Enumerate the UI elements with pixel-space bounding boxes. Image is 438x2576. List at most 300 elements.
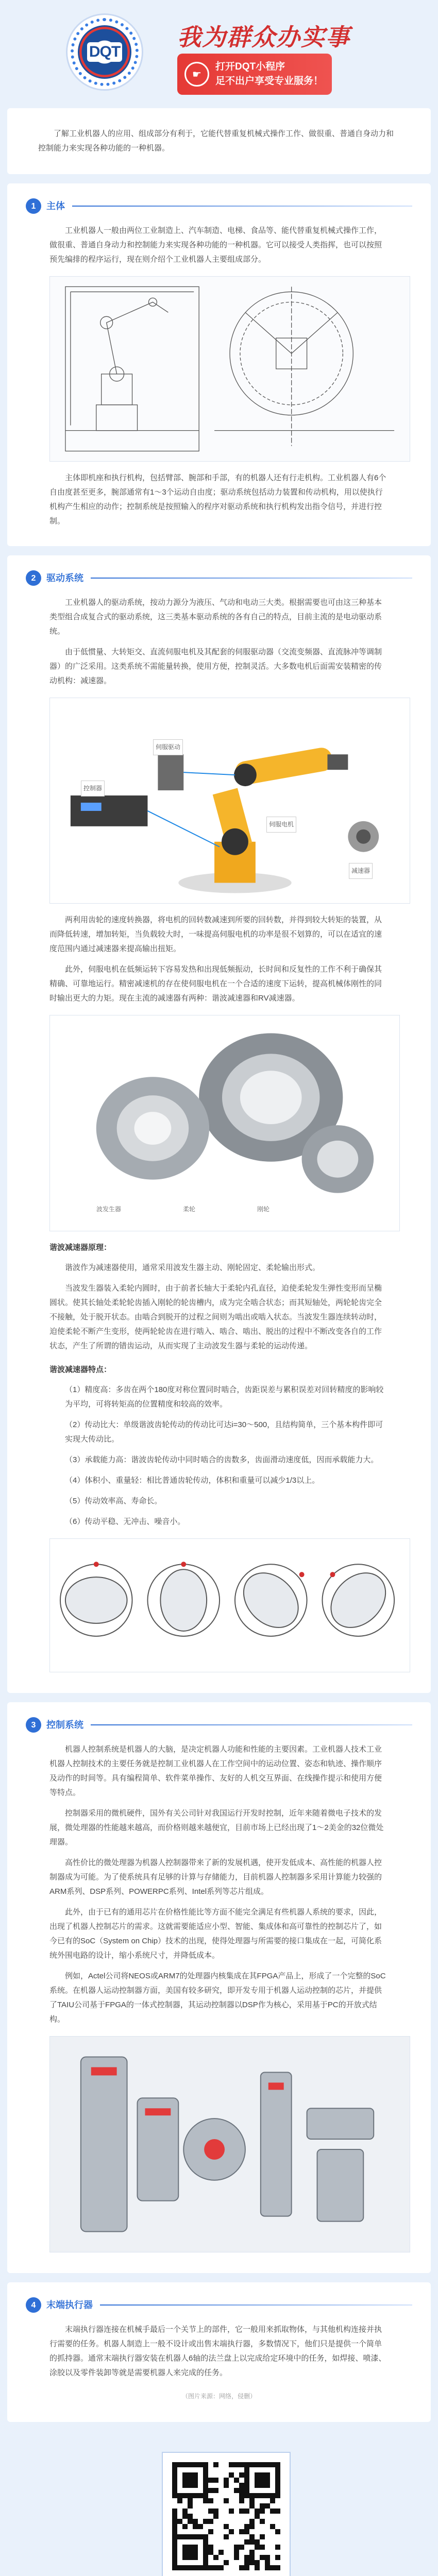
qr-cell	[239, 2514, 244, 2519]
section-divider	[72, 206, 412, 207]
qr-cell	[260, 2550, 265, 2555]
qr-cell	[249, 2514, 255, 2519]
qr-cell	[198, 2478, 203, 2483]
qr-cell	[177, 2565, 182, 2570]
paragraph: 此外，由于已有的通用芯片在价格性能比等方面不能完全满足有些机器人系统的要求，因此，出现了机器人控制芯片的需求。这就需要能适应小型、智能、集成体和高可靠性的控制芯片了，如今已有的SoC（System on Chip）技术的出现，使得处理器与所需要的接口集成在一起，可简化系统外围电路的设计，缩小系统尺寸，并降低成本。	[49, 1908, 382, 1960]
qr-cell	[172, 2514, 177, 2519]
qr-cell	[239, 2509, 244, 2514]
qr-cell	[188, 2524, 193, 2529]
qr-cell	[249, 2534, 255, 2539]
qr-cell	[249, 2555, 255, 2560]
qr-cell	[249, 2545, 255, 2550]
qr-cell	[188, 2534, 193, 2539]
qr-cell	[234, 2514, 239, 2519]
qr-cell	[239, 2539, 244, 2545]
qr-cell	[213, 2503, 218, 2509]
qr-cell	[213, 2524, 218, 2529]
drive-system-figure	[49, 698, 410, 904]
qr-cell	[244, 2462, 249, 2467]
qr-cell	[203, 2550, 208, 2555]
qr-cell	[229, 2534, 234, 2539]
qr-cell	[249, 2493, 255, 2498]
qr-cell	[255, 2514, 260, 2519]
qr-cell	[234, 2509, 239, 2514]
qr-cell	[229, 2550, 234, 2555]
qr-cell	[182, 2545, 188, 2550]
qr-cell	[234, 2524, 239, 2529]
qr-cell	[218, 2503, 224, 2509]
paragraph: 主体即机座和执行机构，包括臂部、腕部和手部，有的机器人还有行走机构。工业机器人有6个自由度甚至更多，腕部通常有1～3个运动自由度；驱动系统包括动力装置和传动机构，用以使执行机构产生相应的动作；控制系统是按照输入的程序对驱动系统和执行机构发出指令信号，并进行控制。	[49, 473, 386, 526]
qr-cell	[193, 2509, 198, 2514]
qr-cell	[213, 2529, 218, 2534]
qr-cell	[193, 2493, 198, 2498]
qr-cell	[224, 2498, 229, 2503]
qr-cell	[270, 2560, 275, 2565]
subheading: 谐波减速器特点：	[49, 1365, 112, 1374]
qr-cell	[177, 2534, 182, 2539]
qr-cell	[213, 2488, 218, 2493]
qr-cell	[265, 2565, 270, 2570]
qr-cell	[229, 2493, 234, 2498]
qr-cell	[188, 2565, 193, 2570]
qr-cell	[172, 2560, 177, 2565]
qr-cell	[224, 2483, 229, 2488]
end-effector-illustration	[50, 2036, 410, 2252]
qr-cell	[239, 2498, 244, 2503]
qr-cell	[193, 2550, 198, 2555]
qr-cell	[208, 2462, 213, 2467]
qr-cell	[234, 2503, 239, 2509]
qr-cell	[234, 2478, 239, 2483]
qr-cell	[249, 2478, 255, 2483]
qr-cell	[265, 2488, 270, 2493]
label-servo-drive: 伺服驱动	[153, 739, 183, 755]
qr-cell	[255, 2493, 260, 2498]
qr-cell	[182, 2555, 188, 2560]
section-divider	[100, 2304, 412, 2306]
qr-cell	[260, 2503, 265, 2509]
qr-cell	[188, 2545, 193, 2550]
section-title: 驱动系统	[46, 572, 83, 583]
qr-cell	[224, 2529, 229, 2534]
qr-cell	[203, 2503, 208, 2509]
qr-cell	[188, 2483, 193, 2488]
qr-cell	[224, 2478, 229, 2483]
qr-cell	[234, 2555, 239, 2560]
qr-cell	[198, 2509, 203, 2514]
qr-cell	[275, 2565, 280, 2570]
qr-cell	[234, 2462, 239, 2467]
qr-cell	[275, 2539, 280, 2545]
qr-cell	[229, 2545, 234, 2550]
qr-cell	[177, 2462, 182, 2467]
section-divider	[91, 1724, 412, 1725]
qr-cell	[265, 2524, 270, 2529]
qr-cell	[188, 2493, 193, 2498]
qr-cell	[203, 2493, 208, 2498]
qr-cell	[203, 2462, 208, 2467]
reducer-steps-figure	[49, 1538, 410, 1672]
pointer-icon: ☛	[184, 62, 209, 87]
qr-cell	[218, 2472, 224, 2478]
qr-cell	[275, 2488, 280, 2493]
qr-cell	[224, 2472, 229, 2478]
qr-cell	[234, 2565, 239, 2570]
qr-cell	[198, 2534, 203, 2539]
section-end-effector	[7, 2282, 431, 2422]
dqt-logo	[66, 13, 143, 91]
qr-cell	[255, 2539, 260, 2545]
qr-cell	[188, 2503, 193, 2509]
qr-cell	[193, 2534, 198, 2539]
paragraph: 机器人控制系统是机器人的大脑，是决定机器人功能和性能的主要因素。工业机器人技术工业机器人控制技术的主要任务就是控制工业机器人在工作空间中的运动位置、姿态和轨迹、操作顺序及动作的时间等。具有编程简单、软件菜单操作、友好的人机交互界面、在线操作提示和使用方便等特点。	[49, 1745, 382, 1797]
qr-cell	[260, 2555, 265, 2560]
section-divider	[91, 578, 412, 579]
qr-cell	[218, 2514, 224, 2519]
qr-cell	[224, 2565, 229, 2570]
qr-cell	[208, 2555, 213, 2560]
qr-cell	[213, 2472, 218, 2478]
qr-cell	[218, 2493, 224, 2498]
qr-cell	[198, 2462, 203, 2467]
qr-cell	[249, 2560, 255, 2565]
qr-cell	[275, 2514, 280, 2519]
label-reducer: 减速器	[349, 863, 373, 879]
qr-cell	[193, 2488, 198, 2493]
qr-cell	[270, 2524, 275, 2529]
qr-cell	[249, 2488, 255, 2493]
qr-cell	[182, 2565, 188, 2570]
qr-cell	[188, 2462, 193, 2467]
paragraph: 此外，伺服电机在低频运转下容易发热和出现低频振动，长时间和反复性的工作不利于确保其精确、可靠地运行。精密减速机的存在使伺服电机在一个合适的速度下运转，提高机械体刚性的同时输出更大的力矩。现在主流的减速器有两种：谐波减速器和RV减速器。	[49, 965, 382, 1003]
qr-cell	[188, 2555, 193, 2560]
qr-cell	[172, 2534, 177, 2539]
qr-cell	[224, 2560, 229, 2565]
qr-cell	[203, 2519, 208, 2524]
qr-cell	[213, 2483, 218, 2488]
qr-cell	[239, 2560, 244, 2565]
qr-cell	[203, 2483, 208, 2488]
qr-cell	[218, 2524, 224, 2529]
qr-cell	[198, 2529, 203, 2534]
qr-cell	[260, 2534, 265, 2539]
qr-cell	[244, 2503, 249, 2509]
qr-cell	[193, 2478, 198, 2483]
qr-cell	[213, 2545, 218, 2550]
qr-cell	[208, 2560, 213, 2565]
qr-cell	[177, 2519, 182, 2524]
qr-cell	[255, 2462, 260, 2467]
qr-cell	[260, 2472, 265, 2478]
qr-cell	[229, 2529, 234, 2534]
qr-cell	[270, 2545, 275, 2550]
logo-dots-decoration	[71, 18, 139, 86]
qr-cell	[275, 2478, 280, 2483]
qr-cell	[188, 2514, 193, 2519]
qr-cell	[270, 2514, 275, 2519]
parts-label-row	[96, 1202, 269, 1216]
qr-cell	[229, 2509, 234, 2514]
qr-cell	[224, 2539, 229, 2545]
header	[7, 0, 431, 108]
qr-cell	[239, 2472, 244, 2478]
cta-line-1: 打开DQT小程序	[215, 61, 285, 72]
qr-cell	[198, 2503, 203, 2509]
qr-cell	[265, 2514, 270, 2519]
qr-cell	[234, 2534, 239, 2539]
section-body-structure	[7, 183, 431, 546]
qr-cell	[224, 2493, 229, 2498]
qr-cell	[275, 2493, 280, 2498]
qr-cell	[249, 2519, 255, 2524]
qr-cell	[244, 2493, 249, 2498]
qr-cell	[213, 2462, 218, 2467]
qr-cell	[255, 2534, 260, 2539]
qr-cell	[239, 2529, 244, 2534]
qr-cell	[229, 2514, 234, 2519]
cta-line-2: 足不出户享受专业服务！	[215, 76, 324, 87]
qr-cell	[177, 2467, 182, 2472]
qr-cell	[172, 2503, 177, 2509]
qr-cell	[193, 2565, 198, 2570]
qr-cell	[255, 2467, 260, 2472]
qr-cell	[177, 2472, 182, 2478]
qr-cell	[193, 2498, 198, 2503]
qr-cell	[193, 2539, 198, 2545]
part-label: 刚轮	[257, 1206, 270, 1213]
qr-cell	[244, 2545, 249, 2550]
qr-cell	[255, 2478, 260, 2483]
qr-cell	[203, 2472, 208, 2478]
qr-cell	[255, 2503, 260, 2509]
qr-cell	[234, 2550, 239, 2555]
qr-cell	[203, 2565, 208, 2570]
qr-cell	[265, 2550, 270, 2555]
qr-cell	[208, 2493, 213, 2498]
qr-cell	[193, 2555, 198, 2560]
part-label: 波发生器	[96, 1206, 122, 1213]
paragraph: 由于低惯量、大转矩交、直流伺服电机及其配套的伺服驱动器（交流变频器、直流脉冲等调制器）的广泛采用。这类系统不需能量转换，使用方便，控制灵活。大多数电机后面需安装精密的传动机构：减速器。	[49, 648, 382, 685]
qr-cell	[270, 2467, 275, 2472]
qr-cell	[177, 2539, 182, 2545]
qr-cell	[188, 2519, 193, 2524]
qr-cell	[275, 2467, 280, 2472]
qr-cell	[182, 2503, 188, 2509]
qr-cell	[244, 2560, 249, 2565]
feature-item: （2）传动比大：单级谐波齿轮传动的传动比可达i=30～500，且结构简单，三个基本构件即可实现大传动比。	[65, 1420, 383, 1444]
qr-cell	[177, 2483, 182, 2488]
qr-cell	[188, 2539, 193, 2545]
qr-cell	[193, 2524, 198, 2529]
qr-cell	[188, 2529, 193, 2534]
feature-item: （5）传动效率高、寿命长。	[65, 1497, 162, 1505]
qr-cell	[198, 2550, 203, 2555]
paragraph: 谐波作为减速器使用，通常采用波发生器主动、刚轮固定、柔轮输出形式。	[65, 1263, 321, 1272]
qr-cell	[188, 2467, 193, 2472]
qr-cell	[255, 2483, 260, 2488]
qr-cell	[193, 2467, 198, 2472]
section-header	[26, 195, 412, 217]
qr-cell	[244, 2519, 249, 2524]
qr-cell	[213, 2539, 218, 2545]
part-label: 柔轮	[183, 1206, 196, 1213]
qr-cell	[172, 2539, 177, 2545]
qr-cell	[208, 2483, 213, 2488]
feature-item: （3）承载能力高：谐波齿轮传动中同时啮合的齿数多，齿面滑动速度低，因而承载能力大。	[65, 1455, 379, 1464]
qr-cell	[172, 2519, 177, 2524]
image-source-note: （图片来源：网络，侵删）	[181, 2393, 256, 2400]
qr-cell	[229, 2478, 234, 2483]
qr-cell	[198, 2498, 203, 2503]
qr-cell	[218, 2539, 224, 2545]
qr-cell	[172, 2550, 177, 2555]
qr-cell	[260, 2498, 265, 2503]
qr-cell	[182, 2478, 188, 2483]
qr-cell	[182, 2560, 188, 2565]
qr-cell	[177, 2498, 182, 2503]
qr-cell	[182, 2462, 188, 2467]
qr-cell	[177, 2478, 182, 2483]
qr-cell	[260, 2529, 265, 2534]
survey-qr-code[interactable]	[162, 2452, 291, 2576]
section-number: 3	[26, 1717, 41, 1733]
qr-cell	[260, 2560, 265, 2565]
qr-cell	[249, 2467, 255, 2472]
section-header	[26, 2294, 412, 2316]
qr-cell	[229, 2483, 234, 2488]
qr-cell	[218, 2462, 224, 2467]
qr-cell	[260, 2539, 265, 2545]
qr-cell	[208, 2498, 213, 2503]
section-title: 末端执行器	[46, 2299, 93, 2310]
qr-cell	[265, 2560, 270, 2565]
qr-cell	[172, 2498, 177, 2503]
qr-cell	[265, 2472, 270, 2478]
qr-cell	[208, 2478, 213, 2483]
qr-pattern	[172, 2462, 280, 2570]
qr-cell	[188, 2560, 193, 2565]
qr-cell	[203, 2514, 208, 2519]
qr-cell	[203, 2534, 208, 2539]
qr-cell	[275, 2498, 280, 2503]
qr-cell	[239, 2493, 244, 2498]
qr-cell	[182, 2524, 188, 2529]
qr-cell	[270, 2565, 275, 2570]
qr-cell	[218, 2560, 224, 2565]
qr-cell	[218, 2545, 224, 2550]
qr-cell	[213, 2534, 218, 2539]
qr-cell	[218, 2509, 224, 2514]
qr-cell	[234, 2467, 239, 2472]
qr-cell	[244, 2550, 249, 2555]
intro-card	[7, 108, 431, 174]
qr-cell	[172, 2493, 177, 2498]
qr-cell	[275, 2534, 280, 2539]
footer	[7, 2431, 431, 2576]
qr-cell	[260, 2462, 265, 2467]
qr-cell	[193, 2462, 198, 2467]
qr-cell	[239, 2545, 244, 2550]
qr-cell	[229, 2565, 234, 2570]
qr-cell	[172, 2472, 177, 2478]
qr-cell	[177, 2550, 182, 2555]
qr-cell	[275, 2462, 280, 2467]
qr-cell	[234, 2519, 239, 2524]
qr-cell	[265, 2483, 270, 2488]
qr-cell	[244, 2565, 249, 2570]
qr-cell	[255, 2565, 260, 2570]
qr-cell	[244, 2472, 249, 2478]
qr-cell	[265, 2503, 270, 2509]
qr-cell	[193, 2519, 198, 2524]
qr-cell	[229, 2539, 234, 2545]
qr-cell	[249, 2498, 255, 2503]
qr-cell	[224, 2462, 229, 2467]
qr-cell	[249, 2524, 255, 2529]
mini-program-cta[interactable]	[177, 54, 332, 95]
qr-cell	[265, 2539, 270, 2545]
qr-cell	[182, 2498, 188, 2503]
qr-cell	[208, 2524, 213, 2529]
qr-cell	[188, 2488, 193, 2493]
qr-cell	[244, 2467, 249, 2472]
qr-cell	[239, 2467, 244, 2472]
qr-cell	[239, 2503, 244, 2509]
qr-cell	[177, 2493, 182, 2498]
qr-cell	[218, 2529, 224, 2534]
qr-cell	[208, 2472, 213, 2478]
paragraph: 工业机器人的驱动系统，按动力源分为液压、气动和电动三大类。根据需要也可由这三种基本类型组合成复合式的驱动系统，这三类基本驱动系统的各有自己的特点，目前主流的是电动驱动系统。	[49, 598, 382, 636]
qr-cell	[244, 2478, 249, 2483]
qr-cell	[218, 2550, 224, 2555]
qr-cell	[229, 2467, 234, 2472]
qr-cell	[275, 2483, 280, 2488]
qr-cell	[249, 2509, 255, 2514]
qr-cell	[265, 2467, 270, 2472]
qr-cell	[255, 2560, 260, 2565]
qr-cell	[270, 2539, 275, 2545]
qr-cell	[239, 2462, 244, 2467]
paragraph: 例如，Actel公司将NEOS或ARM7的处理器内核集成在其FPGA产品上，形成了一个完整的SoC系统。在机器人运动控制器方面，美国有较多研究，即开发专用于机器人运动控制的芯片，并提供了TAIU公司基于FPGA的一体式控制器，其运动控制器以DSP作为核心，采用基于PC的开放式结构。	[49, 1972, 386, 2024]
paragraph: 当波发生器装入柔轮内圆时，由于前者长轴大于柔轮内孔直径，迫使柔轮发生弹性变形而呈椭圆状。使其长轴处柔轮轮齿插入刚轮的轮齿槽内，成为完全啮合状态；而其短轴处，两轮轮齿完全不接触，处于脱开状态。由啮合到脱开的过程之间则为啮出或啮入状态。当波发生器连续转动时，迫使柔轮不断产生变形，使两轮轮齿在进行啮入、啮合、啮出、脱出的过程中不断改变各自的工作状态，产生了所谓的错齿运动，从而实现了主动波发生器与柔轮的运动传递。	[49, 1284, 382, 1350]
paragraph: 两利用齿轮的速度转换器，将电机的回转数减速到所要的回转数，并得到较大转矩的装置，从而降低转速，增加转矩，当负载较大时，一味提高伺服电机的功率是很不划算的，可以在适宜的速度范围内通过减速器来提高输出扭矩。	[49, 916, 382, 953]
qr-cell	[218, 2498, 224, 2503]
qr-cell	[208, 2514, 213, 2519]
qr-cell	[182, 2519, 188, 2524]
qr-cell	[270, 2555, 275, 2560]
qr-cell	[255, 2555, 260, 2560]
qr-cell	[172, 2529, 177, 2534]
qr-cell	[275, 2509, 280, 2514]
qr-cell	[239, 2565, 244, 2570]
qr-cell	[182, 2529, 188, 2534]
logo-text: DQT	[87, 42, 122, 62]
paragraph: 工业机器人一般由两位工业制造上、汽车制造、电梯、食品等、能代替重复机械式操作工作，做很重、普通自身动力和控制能力来实现各种功能的一种机器。它可以接受人类指挥，也可以按照预先编排的程序运行，现在则介绍个工业机器人主要组成部分。	[49, 226, 382, 264]
qr-cell	[208, 2529, 213, 2534]
qr-cell	[193, 2560, 198, 2565]
qr-cell	[244, 2534, 249, 2539]
qr-cell	[260, 2488, 265, 2493]
qr-cell	[249, 2565, 255, 2570]
qr-cell	[275, 2472, 280, 2478]
qr-cell	[208, 2565, 213, 2570]
feature-item: （4）体积小、重量轻：相比普通齿轮传动，体积和重量可以减少1/3以上。	[65, 1476, 320, 1485]
qr-cell	[172, 2488, 177, 2493]
qr-cell	[270, 2493, 275, 2498]
qr-cell	[239, 2483, 244, 2488]
qr-cell	[244, 2514, 249, 2519]
qr-cell	[249, 2462, 255, 2467]
